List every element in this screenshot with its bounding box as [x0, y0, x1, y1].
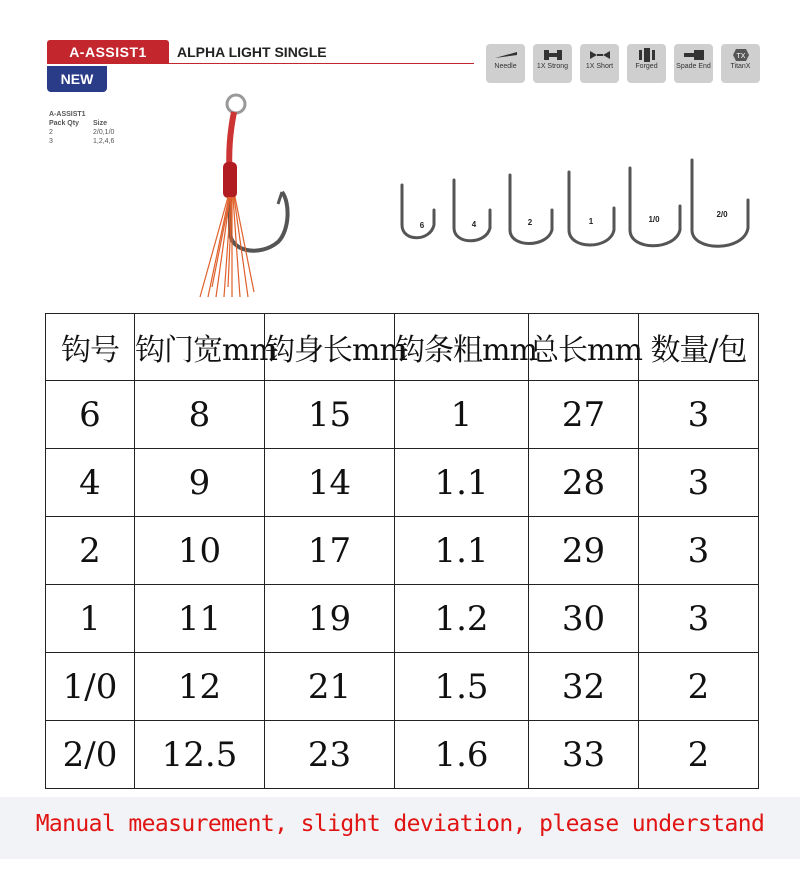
cell-wire-thickness: 1.5	[395, 653, 529, 721]
cell-total-length: 27	[529, 381, 639, 449]
cell-qty-per-pack: 2	[639, 653, 759, 721]
cell-shank-length: 19	[265, 585, 395, 653]
spec-col-qty: Pack Qty	[49, 120, 79, 127]
assist-hook-image	[190, 92, 310, 302]
spec-row	[49, 128, 114, 137]
spec-row	[49, 137, 114, 146]
hook-size-label: 2/0	[716, 210, 728, 219]
header-divider	[169, 63, 474, 64]
col-qty-per-pack: 数量/包	[639, 314, 759, 381]
feature-label: Forged	[635, 63, 658, 70]
cell-wire-thickness: 1	[395, 381, 529, 449]
spec-size: 1,2,4,6	[93, 138, 115, 145]
cell-shank-length: 15	[265, 381, 395, 449]
cell-total-length: 29	[529, 517, 639, 585]
cell-wire-thickness: 1.1	[395, 449, 529, 517]
feature-icon-bar	[486, 44, 760, 83]
hook-size-lineup	[392, 150, 772, 250]
feature-needle	[486, 44, 525, 83]
cell-wire-thickness: 1.2	[395, 585, 529, 653]
spec-header	[49, 119, 114, 128]
spec-code: A-ASSIST1	[49, 111, 86, 118]
feature-spade	[674, 44, 713, 83]
table-row	[46, 721, 759, 789]
cell-gap-width: 8	[135, 381, 265, 449]
measurement-notice: Manual measurement, slight deviation, please understand	[35, 811, 765, 837]
strong-wire-icon	[540, 47, 566, 63]
spec-qty: 2	[49, 129, 53, 136]
hook-size-table	[45, 313, 759, 789]
feature-forged	[627, 44, 666, 83]
feature-label: 1X Strong	[536, 63, 569, 70]
cell-qty-per-pack: 3	[639, 449, 759, 517]
table-row	[46, 517, 759, 585]
col-gap-width: 钩门宽mm	[135, 314, 265, 381]
product-code-badge: A-ASSIST1	[47, 40, 169, 64]
cell-hook-size: 2/0	[46, 721, 135, 789]
hook-size-label: 1/0	[648, 215, 660, 224]
cell-qty-per-pack: 2	[639, 721, 759, 789]
cell-gap-width: 12.5	[135, 721, 265, 789]
cell-hook-size: 2	[46, 517, 135, 585]
cell-qty-per-pack: 3	[639, 585, 759, 653]
new-badge: NEW	[47, 66, 107, 92]
hook-size-label: 2	[527, 218, 533, 227]
needle-point-icon	[493, 47, 519, 63]
table-row	[46, 653, 759, 721]
col-shank-length: 钩身长mm	[265, 314, 395, 381]
feature-strong	[533, 44, 572, 83]
cell-wire-thickness: 1.1	[395, 517, 529, 585]
cell-total-length: 33	[529, 721, 639, 789]
spec-qty: 3	[49, 138, 53, 145]
cell-qty-per-pack: 3	[639, 517, 759, 585]
col-total-length: 总长mm	[529, 314, 639, 381]
feature-label: TitanX	[730, 63, 751, 70]
short-shank-icon	[587, 47, 613, 63]
hook-size-label: 1	[588, 217, 594, 226]
forged-icon	[634, 47, 660, 63]
cell-qty-per-pack: 3	[639, 381, 759, 449]
cell-shank-length: 17	[265, 517, 395, 585]
hook-size-label: 6	[419, 221, 425, 230]
cell-hook-size: 4	[46, 449, 135, 517]
table-row	[46, 449, 759, 517]
spec-size: 2/0,1/0	[93, 129, 115, 136]
series-title: ALPHA LIGHT SINGLE	[177, 44, 327, 60]
feature-titanx	[721, 44, 760, 83]
table-row	[46, 585, 759, 653]
cell-gap-width: 9	[135, 449, 265, 517]
cell-total-length: 28	[529, 449, 639, 517]
cell-shank-length: 14	[265, 449, 395, 517]
spec-col-size: Size	[93, 120, 108, 127]
table-header-row	[46, 314, 759, 381]
feature-label: Needle	[494, 63, 517, 70]
col-hook-size: 钩号	[46, 314, 135, 381]
spade-end-icon	[681, 47, 707, 63]
feature-label: Spade End	[676, 63, 711, 70]
cell-hook-size: 6	[46, 381, 135, 449]
hook-size-label: 4	[471, 220, 477, 229]
cell-shank-length: 21	[265, 653, 395, 721]
pack-spec	[49, 110, 114, 146]
titanx-icon	[728, 47, 754, 63]
cell-shank-length: 23	[265, 721, 395, 789]
feature-short	[580, 44, 619, 83]
cell-gap-width: 10	[135, 517, 265, 585]
cell-gap-width: 12	[135, 653, 265, 721]
cell-hook-size: 1/0	[46, 653, 135, 721]
feature-label: 1X Short	[585, 63, 614, 70]
col-wire-thickness: 钩条粗mm	[395, 314, 529, 381]
cell-total-length: 30	[529, 585, 639, 653]
svg-text:TX: TX	[736, 53, 745, 60]
cell-gap-width: 11	[135, 585, 265, 653]
cell-wire-thickness: 1.6	[395, 721, 529, 789]
cell-hook-size: 1	[46, 585, 135, 653]
cell-total-length: 32	[529, 653, 639, 721]
table-row	[46, 381, 759, 449]
